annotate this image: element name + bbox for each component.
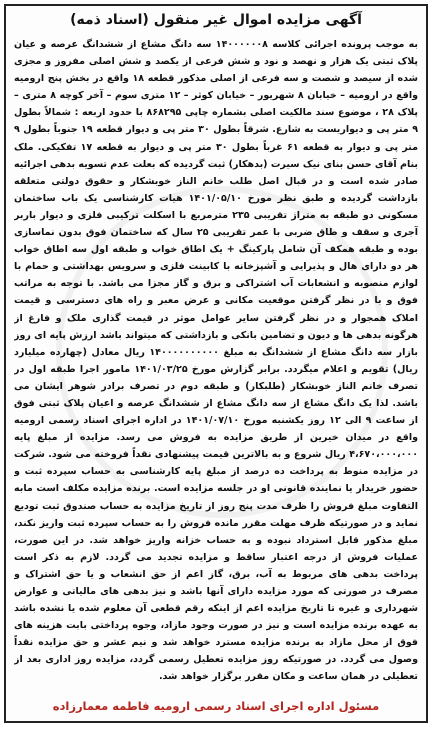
notice-frame	[4, 4, 428, 723]
notice-body	[14, 36, 418, 688]
notice-signature: مسئول اداره اجرای اسناد رسمی ارومیه فاطمه معمارزاده	[52, 699, 380, 713]
notice-title: آگهی مزایده اموال غیر منقول (اسناد ذمه)	[70, 12, 362, 28]
notice-body-text: به موجب پرونده اجرائی کلاسه ۱۴۰۰۰۰۰۰۸ سه دانگ مشاع از ششدانگ عرصه و عیان پلاک ثبتی یک هزار و نهصد و نود و شش فرعی از یکصد و شش اصلی مفروز و مجزی شده از سیصد و شصت و سه فرعی از اصلی مذکور قطعه ۱۸ واقع در بخش پنج ارومیه واقع در ارومیه – خیابان ۸ شهریور – خیابان کوثر – ۱۲ متری سوم – آخر کوچه ۸ متری – پلاک ۲۸ ، موضوع سند مالکیت اصلی بشماره چاپی ۸۶۸۲۹۵ با حدود اربعه : شمالاً بطول ۹ متر پی و دیواریست به شارع. شرقاً بطول ۳۰ متر پی و دیوار قطعه ۱۹ جنوباً بطول ۹ متر پی و دیوار به قطعه ۶۱ غرباً بطول ۳۰ متر پی و دیوار به قطعه ۱۷ تفکیکی. ملک بنام آقای حسن بنای نیک سیرت (بدهکار) ثبت گردیده که بعلت عدم تسویه بدهی اجرائیه صادر شده است و در قبال اصل طلب خانم الناز خوبشکار و حقوق دولتی متعلقه بازداشت گردیده و طبق نظر مورخ ۱۴۰۱/۰۵/۱۰ هیات کارشناسی یک باب ساختمان مسکونی دو طبقه به متراژ تقریبی ۲۳۵ مترمربع با اسکلت ترکیبی فلزی و دیوار باربر آجری و سقف و طاق ضربی با عمر تقریبی ۲۵ سال که ساختمان فوق بدون نماسازی بوده و طبقه همکف آن شامل پارکینگ + یک اطاق خواب و طبقه اول سه اطاق خواب هر دو دارای هال و پذیرایی و آشپزخانه با کابینت فلزی و سرویس بهداشتی و حمام با لوازم منصوبه و انشعابات آب اشتراکی و برق و گاز مجزا می باشد. با توجه به مراتب فوق و با در نظر گرفتن موقعیت مکانی و عرض معبر و راه های دسترسی و قیمت املاک همجوار و در نظر گرفتن سایر عوامل موثر در قیمت گذاری ملک و فارغ از هرگونه بدهی ها و دیون و تضامین بانکی و بازداشتی که میتواند باشد ارزش پایه ای روز بازار سه دانگ مشاع از ششدانگ به مبلغ ۱۴۰۰۰۰۰۰۰۰۰۰ ریال معادل (چهارده میلیارد ریال) تقویم و اعلام میگردد. برابر گزارش مورخ ۱۴۰۱/۰۳/۲۵ مامور اجرا طبقه اول در تصرف خانم الناز خوبشکار (طلبکار) و طبقه دوم در تصرف برادر شوهر ایشان می باشد. لذا یک دانگ مشاع از سه دانگ مشاع از ششدانگ عرصه و اعیان پلاک ثبتی فوق از ساعت ۹ الی ۱۲ روز یکشنبه مورخ ۱۴۰۱/۰۷/۱۰ در اداره اجرای اسناد رسمی ارومیه واقع در میدان خیرین از طریق مزایده به فروش می رسد. مزایده از مبلغ پایه ۴،۶۷۰،۰۰۰،۰۰۰ ریال شروع و به بالاترین قیمت پیشنهادی نقداً فروخته می شود. شرکت در مزایده منوط به پرداخت ده درصد از مبلغ پایه کارشناسی به حساب سپرده ثبت و حضور خریدار یا نماینده قانونی او در جلسه مزایده است. برنده مزایده مکلف است مابه التفاوت مبلغ فروش را ظرف مدت پنج روز از تاریخ مزایده به حساب صندوق ثبت تودیع نماید و در صورتیکه ظرف مهلت مقرر مانده فروش را به حساب سپرده ثبت واریز نکند، مبلغ مذکور قابل استرداد نبوده و به حساب خزانه واریز خواهد شد. در این صورت، عملیات فروش از درجه اعتبار ساقط و مزایده تجدید می گردد. لازم به ذکر است پرداخت بدهی های مربوط به آب، برق، گاز اعم از حق انشعاب و یا حق اشتراک و مصرف در صورتی که مورد مزایده دارای آنها باشد و نیز بدهی های مالیاتی و عوارض شهرداری و غیره تا تاریخ مزایده اعم از اینکه رقم قطعی آن معلوم شده یا نشده باشد به عهده برنده مزایده است و نیز در صورت وجود مازاد، وجوه پرداختی بابت هزینه های فوق از محل مازاد به برنده مزایده مسترد خواهد شد و نیم عشر و حق مزایده نقداً وصول می گردد. در صورتیکه روز مزایده تعطیل رسمی گردد، مزایده روز اداری بعد از تعطیلی در همان ساعت و مکان مقرر برگزار خواهد شد.	[14, 39, 418, 683]
